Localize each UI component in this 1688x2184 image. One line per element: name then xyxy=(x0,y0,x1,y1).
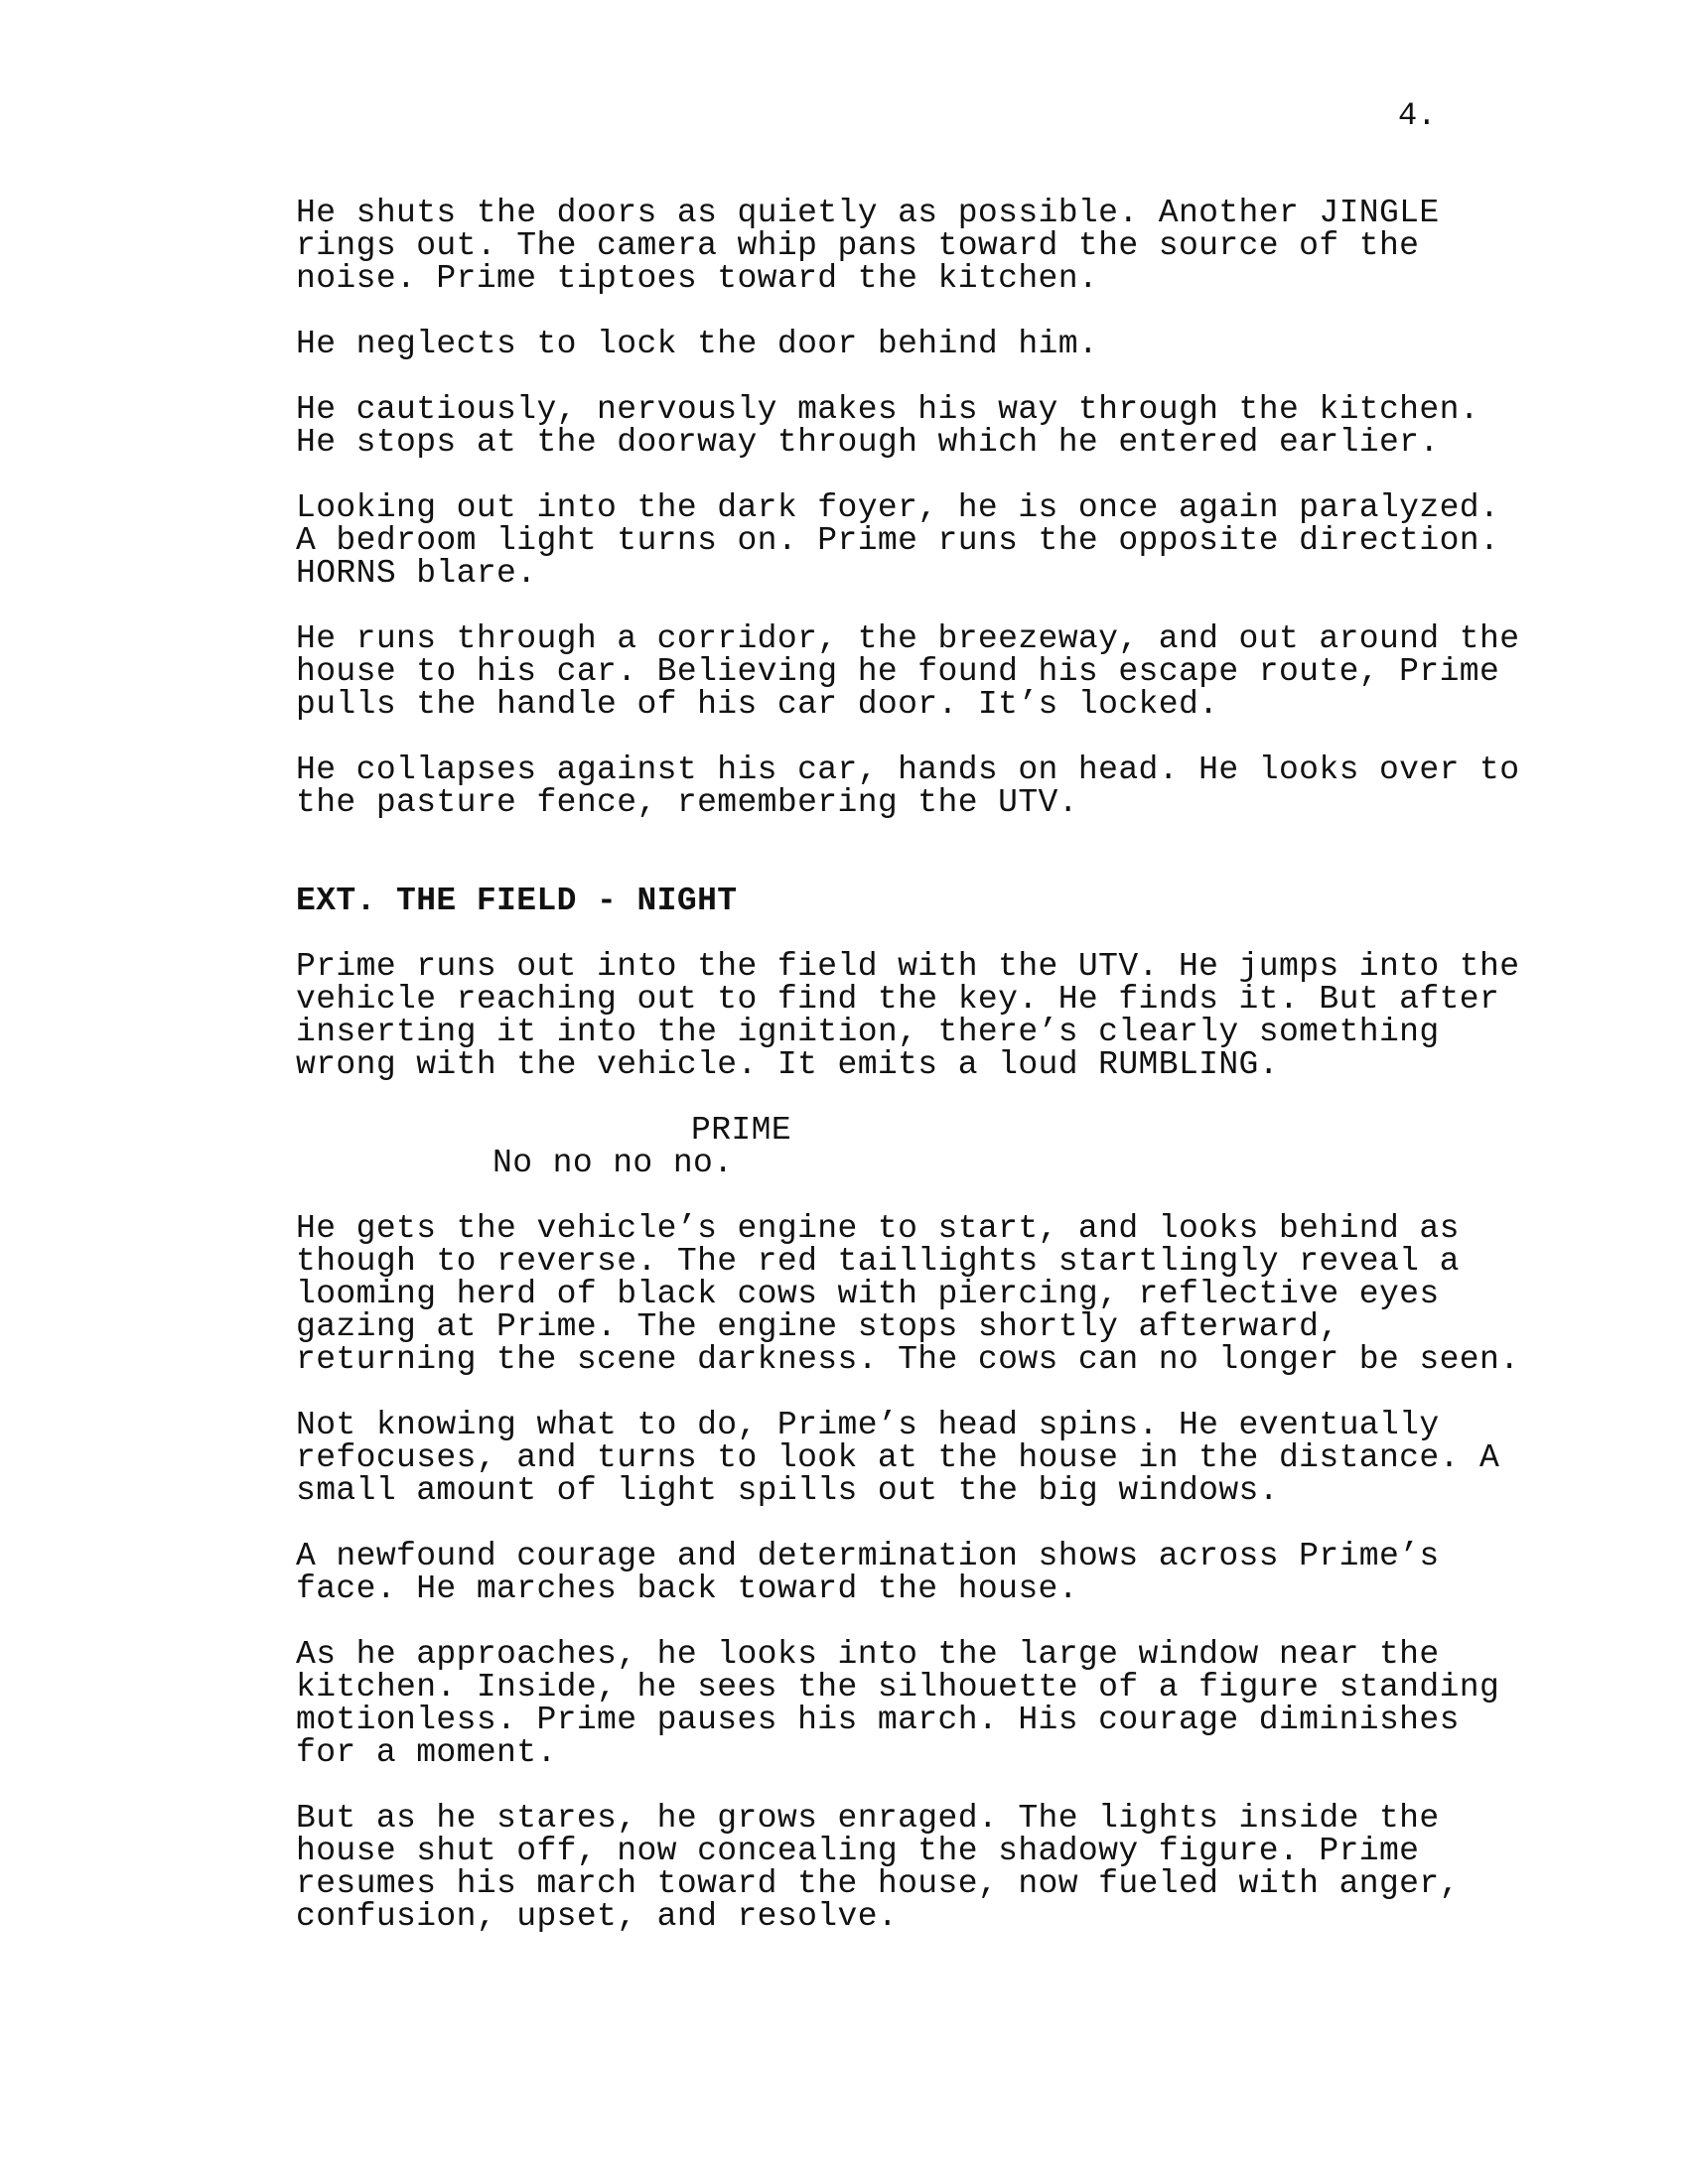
action-line: A newfound courage and determination shows across Prime’s xyxy=(296,1538,1440,1574)
action-line: returning the scene darkness. The cows can no longer be seen. xyxy=(296,1341,1520,1378)
action-line: Not knowing what to do, Prime’s head spins. He eventually xyxy=(296,1407,1440,1443)
action-line: Prime runs out into the field with the UTV. He jumps into the xyxy=(296,948,1520,985)
action-line: As he approaches, he looks into the large window near the xyxy=(296,1636,1440,1673)
action-line: face. He marches back toward the house. xyxy=(296,1570,1078,1607)
action-line: vehicle reaching out to find the key. He finds it. But after xyxy=(296,981,1500,1018)
action-line: pulls the handle of his car door. It’s locked. xyxy=(296,686,1219,723)
action-line: He runs through a corridor, the breezeway, and out around the xyxy=(296,620,1520,657)
action-line: Looking out into the dark foyer, he is once again paralyzed. xyxy=(296,489,1500,526)
action-line: He shuts the doors as quietly as possible. Another JINGLE xyxy=(296,195,1440,231)
action-line: A bedroom light turns on. Prime runs the opposite direction. xyxy=(296,522,1500,559)
scene-heading: EXT. THE FIELD - NIGHT xyxy=(296,883,738,919)
action-line: inserting it into the ignition, there’s clearly something xyxy=(296,1014,1440,1050)
action-line: He stops at the doorway through which he entered earlier. xyxy=(296,424,1440,461)
action-line: for a moment. xyxy=(296,1734,557,1771)
action-line: looming herd of black cows with piercing, reflective eyes xyxy=(296,1276,1440,1312)
action-line: house to his car. Believing he found his escape route, Prime xyxy=(296,653,1500,690)
action-line: though to reverse. The red taillights startlingly reveal a xyxy=(296,1243,1460,1280)
action-line: noise. Prime tiptoes toward the kitchen. xyxy=(296,260,1099,297)
character-name: PRIME xyxy=(691,1112,792,1149)
action-line: He gets the vehicle’s engine to start, and looks behind as xyxy=(296,1210,1460,1247)
action-line: He collapses against his car, hands on head. He looks over to xyxy=(296,751,1520,788)
dialogue-line: No no no no. xyxy=(492,1145,734,1181)
action-line: gazing at Prime. The engine stops shortly afterward, xyxy=(296,1308,1339,1345)
page-number: 4. xyxy=(1398,97,1437,134)
action-line: He cautiously, nervously makes his way through the kitchen. xyxy=(296,391,1479,428)
action-line: resumes his march toward the house, now fueled with anger, xyxy=(296,1865,1460,1902)
action-line: house shut off, now concealing the shadowy figure. Prime xyxy=(296,1833,1420,1869)
action-line: refocuses, and turns to look at the house in the distance. A xyxy=(296,1439,1500,1476)
action-line: HORNS blare. xyxy=(296,555,537,592)
action-line: motionless. Prime pauses his march. His courage diminishes xyxy=(296,1702,1460,1738)
action-line: wrong with the vehicle. It emits a loud RUMBLING. xyxy=(296,1046,1279,1083)
action-line: But as he stares, he grows enraged. The lights inside the xyxy=(296,1800,1440,1837)
action-line: rings out. The camera whip pans toward the source of the xyxy=(296,227,1420,264)
action-line: kitchen. Inside, he sees the silhouette of a figure standing xyxy=(296,1669,1500,1706)
action-line: small amount of light spills out the big windows. xyxy=(296,1472,1279,1509)
action-line: confusion, upset, and resolve. xyxy=(296,1898,899,1935)
action-line: the pasture fence, remembering the UTV. xyxy=(296,784,1078,821)
action-line: He neglects to lock the door behind him. xyxy=(296,326,1099,362)
